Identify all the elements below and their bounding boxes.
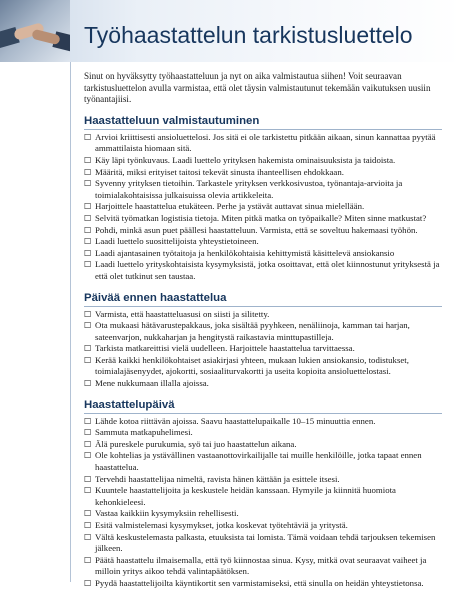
checklist-item-text: Esitä valmistelemasi kysymykset, jotka koskevat työtehtäviä ja yritystä. bbox=[95, 520, 348, 530]
checklist-item bbox=[84, 167, 442, 179]
checkbox-icon[interactable]: ☐ bbox=[84, 485, 92, 496]
checklist-item-text: Tarkista matkareittisi vielä uudelleen. Harjoittele haastattelua tarvittaessa. bbox=[95, 343, 355, 354]
checkbox-icon[interactable]: ☐ bbox=[84, 212, 92, 223]
checkbox-icon[interactable]: ☐ bbox=[84, 131, 92, 142]
checklist-item-text: Pohdi, minkä asun puet päällesi haastatteluun. Varmista, että se soveltuu hakemaasi työhön. bbox=[95, 224, 418, 235]
checklist-item bbox=[84, 213, 442, 225]
checklist-item bbox=[84, 225, 442, 237]
checklist-item bbox=[84, 508, 442, 520]
checkbox-icon[interactable]: ☐ bbox=[84, 259, 92, 270]
checkbox-icon[interactable]: ☐ bbox=[84, 450, 92, 461]
section-heading: Haastatteluun valmistautuminen bbox=[84, 115, 442, 130]
checklist-item-text: Laadi luettelo yrityskohtaisista kysymyksistä, jotka osoittavat, että olet kiinnostunut yrityksestä ja että olet tutkinut sen taustaa. bbox=[95, 259, 440, 281]
checklist bbox=[84, 132, 442, 283]
checklist-item bbox=[84, 201, 442, 213]
checklist-item bbox=[84, 236, 442, 248]
checkbox-icon[interactable]: ☐ bbox=[84, 154, 92, 165]
checklist-item-text: Selvitä työmatkan logistisia tietoja. Miten pitkä matka on työpaikalle? Miten sinne matkustat? bbox=[95, 212, 427, 223]
checkbox-icon[interactable]: ☐ bbox=[84, 247, 92, 258]
checkbox-icon[interactable]: ☐ bbox=[84, 520, 92, 530]
checkbox-icon[interactable]: ☐ bbox=[84, 554, 92, 565]
checklist-item-text: Arvioi kriittisesti ansioluettelosi. Jos sitä ei ole tarkistettu pitkään aikaan, sinun kannattaa pyytää ammattilaista hiomaan sitä. bbox=[95, 131, 436, 154]
checkbox-icon[interactable]: ☐ bbox=[84, 308, 92, 319]
checklist-item-text: Mene nukkumaan illalla ajoissa. bbox=[95, 378, 209, 389]
checklist-item bbox=[84, 520, 442, 532]
handshake-photo bbox=[0, 0, 70, 62]
checklist-item bbox=[84, 259, 442, 282]
checkbox-icon[interactable]: ☐ bbox=[84, 415, 92, 426]
checklist-item-text: Vastaa kaikkiin kysymyksiin rehellisesti. bbox=[95, 508, 239, 519]
checkbox-icon[interactable]: ☐ bbox=[84, 508, 92, 519]
checklist-item-text: Tervehdi haastattelijaa nimeltä, ravista hänen kättään ja esittele itsesi. bbox=[95, 473, 340, 484]
checklist-item bbox=[84, 155, 442, 167]
checklist-item bbox=[84, 439, 442, 451]
checklist bbox=[84, 416, 442, 590]
checklist-item bbox=[84, 248, 442, 260]
checklist bbox=[84, 309, 442, 390]
checklist-item-text: Syvenny yrityksen tietoihin. Tarkastele yrityksen verkkosivustoa, työnantaja-arvioita ja toimialakohtaisissa julkaisuissa olevia artikkeleita. bbox=[95, 178, 403, 200]
checkbox-icon[interactable]: ☐ bbox=[84, 236, 92, 247]
document-body bbox=[84, 71, 442, 599]
intro-paragraph: Sinut on hyväksytty työhaastatteluun ja nyt on aika valmistautua siihen! Voit seuraavan tarkistusluettelon avulla varmistaa, että olet täysin valmistautunut tekemään vaikutuksen uusiin työnantajiisi. bbox=[84, 71, 431, 105]
checklist-item bbox=[84, 132, 442, 155]
checkbox-icon[interactable]: ☐ bbox=[84, 320, 92, 331]
checkbox-icon[interactable]: ☐ bbox=[84, 354, 92, 365]
checklist-item bbox=[84, 532, 442, 555]
checklist-item bbox=[84, 485, 442, 508]
checklist-item-text: Kuuntele haastattelijoita ja keskustele heidän kanssaan. Hymyile ja kiinnitä huomiota kehonkieleesi. bbox=[95, 485, 396, 507]
margin-rule bbox=[70, 62, 71, 582]
checklist-item-text: Laadi luettelo suosittelijoista yhteystietoineen. bbox=[95, 236, 259, 247]
checklist-item bbox=[84, 474, 442, 486]
page-title: Työhaastattelun tarkistusluettelo bbox=[84, 22, 413, 48]
checkbox-icon[interactable]: ☐ bbox=[84, 166, 92, 177]
checkbox-icon[interactable]: ☐ bbox=[84, 473, 92, 484]
checklist-sections bbox=[84, 115, 442, 590]
checklist-item-text: Ota mukaasi hätävarustepakkaus, joka sisältää pyyhkeen, nenäliinoja, kamman tai harjan, sateenvarjon, nukkaharjan ja hengitystä raikastavia minttupastilleja. bbox=[95, 320, 410, 342]
checklist-item-text: Lähde kotoa riittävän ajoissa. Saavu haastattelupaikalle 10–15 minuuttia ennen. bbox=[95, 415, 376, 426]
section-heading: Päivää ennen haastattelua bbox=[84, 292, 442, 307]
checklist-item bbox=[84, 309, 442, 321]
checklist-item-text: Sammuta matkapuhelimesi. bbox=[95, 427, 193, 438]
checklist-item bbox=[84, 578, 442, 590]
checklist-item-text: Vältä keskustelemasta palkasta, etuuksista tai lomista. Tämä voidaan tehdä tarjouksen tekemisen jälkeen. bbox=[95, 531, 436, 554]
checklist-item bbox=[84, 416, 442, 428]
checklist-item-text: Käy läpi työnkuvaus. Laadi luettelo yrityksen hakemista ominaisuuksista ja taidoista. bbox=[95, 154, 396, 165]
checkbox-icon[interactable]: ☐ bbox=[84, 438, 92, 449]
checklist-item-text: Älä pureskele purukumia, syö tai juo haastattelun aikana. bbox=[95, 438, 297, 449]
checkbox-icon[interactable]: ☐ bbox=[84, 427, 92, 438]
checklist-item bbox=[84, 343, 442, 355]
checklist-item bbox=[84, 178, 442, 201]
checklist-item-text: Päätä haastattelu ilmaisemalla, että työ kiinnostaa sinua. Kysy, mitkä ovat seuraavat vaiheet ja milloin yritys aikoo tehdä valintapäätöksen. bbox=[95, 554, 427, 577]
checklist-item bbox=[84, 450, 442, 473]
checkbox-icon[interactable]: ☐ bbox=[84, 201, 92, 212]
checklist-item bbox=[84, 320, 442, 343]
checklist-item-text: Kerää kaikki henkilökohtaiset asiakirjasi yhteen, mukaan lukien ansiokansio, todistukset, toimialajäsenyydet, ajokortti, sosiaaliturvakortti ja useita kopioita ansioluettelostasi. bbox=[95, 354, 409, 377]
checkbox-icon[interactable]: ☐ bbox=[84, 178, 92, 189]
checklist-item bbox=[84, 555, 442, 578]
checkbox-icon[interactable]: ☐ bbox=[84, 378, 92, 389]
checklist-item-text: Ole kohtelias ja ystävällinen vastaanottovirkailijalle tai muille henkilöille, jotka tapaat ennen haastattelua. bbox=[95, 450, 422, 473]
section-heading: Haastattelupäivä bbox=[84, 399, 442, 414]
checklist-item-text: Harjoittele haastattelua etukäteen. Perhe ja ystävät auttavat sinua mielellään. bbox=[95, 201, 365, 212]
checkbox-icon[interactable]: ☐ bbox=[84, 531, 92, 542]
checklist-item-text: Varmista, että haastatteluasusi on siisti ja silitetty. bbox=[95, 308, 270, 319]
checkbox-icon[interactable]: ☐ bbox=[84, 577, 92, 588]
checklist-item-text: Määritä, miksi erityiset taitosi tekevät sinusta ihanteellisen ehdokkaan. bbox=[95, 166, 344, 177]
checklist-item-text: Pyydä haastattelijoilta käyntikortit sen varmistamiseksi, että sinulla on heidän yhteystietonsa. bbox=[95, 577, 424, 588]
checklist-item bbox=[84, 355, 442, 378]
checklist-item bbox=[84, 378, 442, 390]
checklist-item bbox=[84, 427, 442, 439]
checklist-item-text: Laadi ajantasainen työtaitoja ja henkilökohtaisia kehittymistä käsittelevä ansiokansio bbox=[95, 247, 395, 258]
checkbox-icon[interactable]: ☐ bbox=[84, 224, 92, 235]
checkbox-icon[interactable]: ☐ bbox=[84, 343, 92, 354]
